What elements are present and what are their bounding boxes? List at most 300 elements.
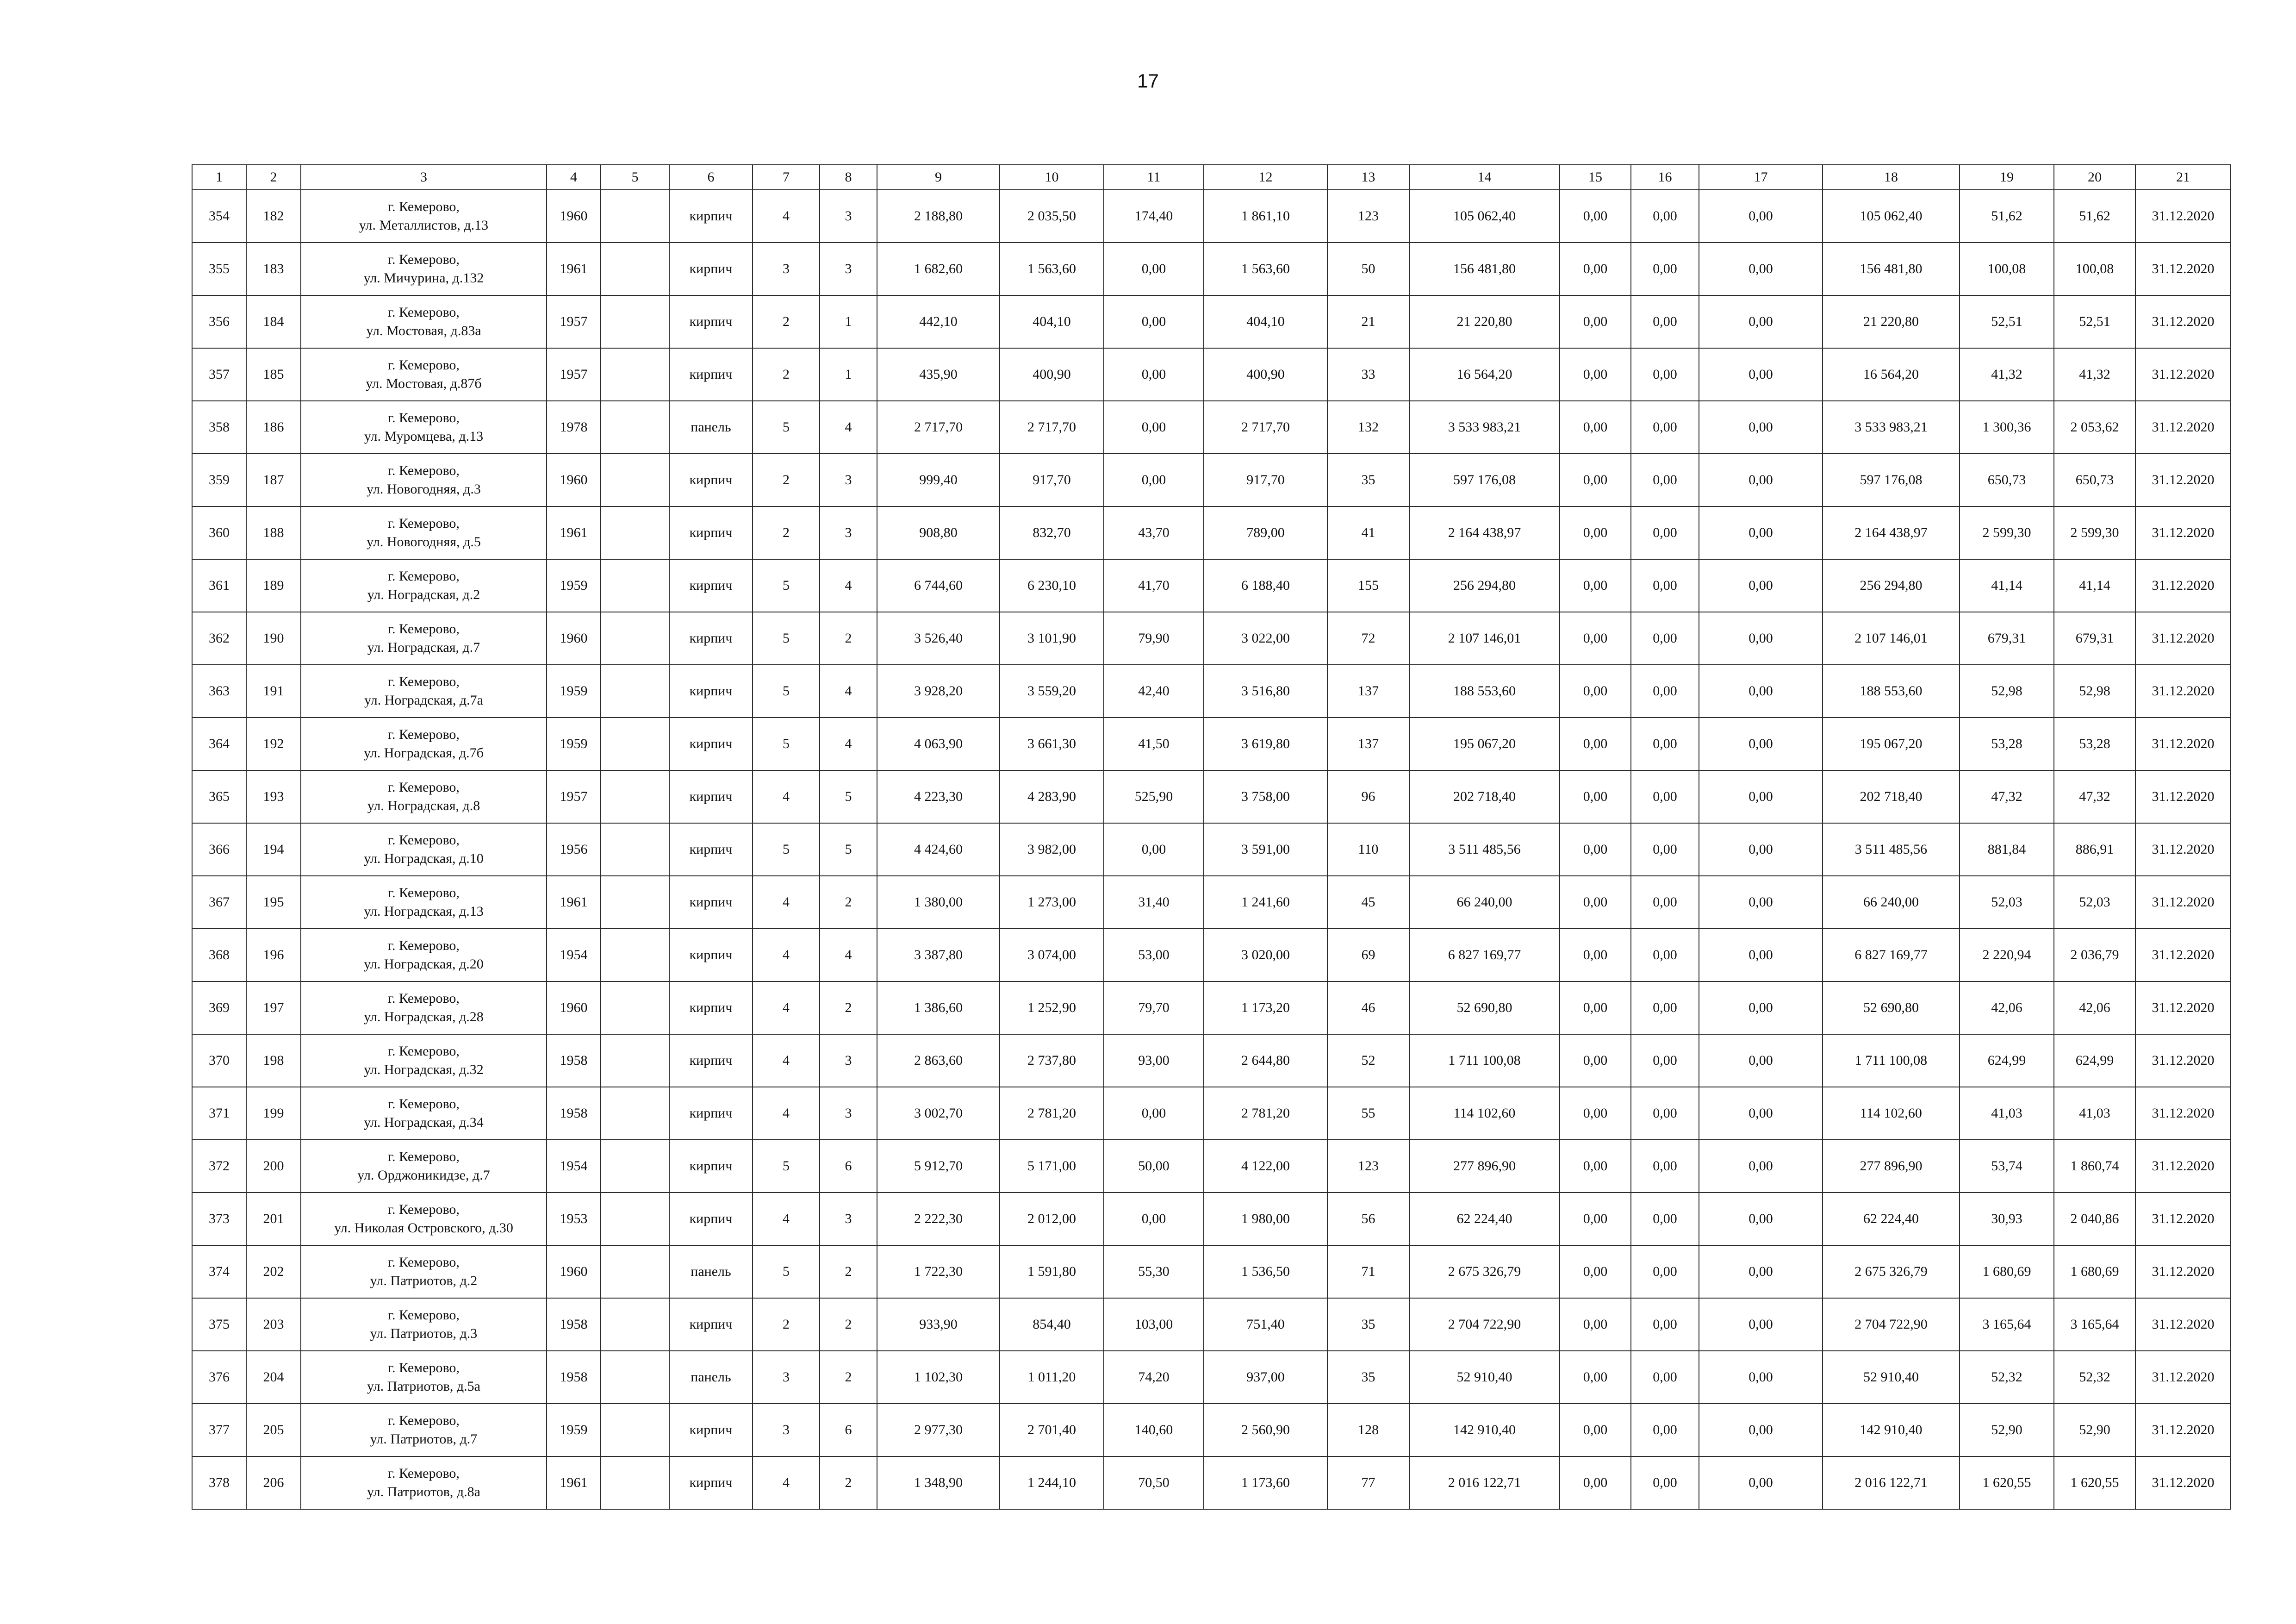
apartment-area-cell: 751,40 <box>1204 1298 1327 1351</box>
year-built-cell: 1958 <box>547 1298 601 1351</box>
column-17-cell: 0,00 <box>1699 454 1823 506</box>
entry-number-cell: 196 <box>246 929 301 981</box>
completion-date-cell: 31.12.2020 <box>2135 295 2231 348</box>
non-living-area-cell: 79,90 <box>1104 612 1204 665</box>
column-16-cell: 0,00 <box>1631 1193 1699 1245</box>
residents-cell: 128 <box>1327 1404 1409 1456</box>
column-5-cell <box>601 506 669 559</box>
cost-sum-cell: 156 481,80 <box>1823 243 1960 295</box>
column-19-cell: 51,62 <box>1960 190 2054 243</box>
cost-total-cell: 597 176,08 <box>1409 454 1560 506</box>
apartment-area-cell: 3 516,80 <box>1204 665 1327 718</box>
column-5-cell <box>601 612 669 665</box>
apartment-area-cell: 2 781,20 <box>1204 1087 1327 1140</box>
address-city: г. Кемерово, <box>388 1307 460 1323</box>
floors-cell: 5 <box>753 559 820 612</box>
wall-material-cell: кирпич <box>669 1087 753 1140</box>
row-number-cell: 356 <box>192 295 246 348</box>
column-15-cell: 0,00 <box>1560 1298 1631 1351</box>
address-city: г. Кемерово, <box>388 727 460 742</box>
row-number-cell: 378 <box>192 1456 246 1509</box>
address-street: ул. Патриотов, д.2 <box>370 1273 478 1288</box>
address-cell <box>301 612 547 665</box>
address-cell <box>301 1351 547 1404</box>
entrances-cell: 6 <box>820 1404 877 1456</box>
total-area-cell: 1 386,60 <box>877 981 1000 1034</box>
column-19-cell: 52,51 <box>1960 295 2054 348</box>
year-built-cell: 1959 <box>547 1404 601 1456</box>
living-area-cell: 404,10 <box>1000 295 1104 348</box>
column-5-cell <box>601 401 669 454</box>
column-15-cell: 0,00 <box>1560 401 1631 454</box>
residents-cell: 137 <box>1327 718 1409 770</box>
living-area-cell: 2 717,70 <box>1000 401 1104 454</box>
column-number-8: 8 <box>820 165 877 190</box>
column-17-cell: 0,00 <box>1699 1351 1823 1404</box>
cost-total-cell: 2 675 326,79 <box>1409 1245 1560 1298</box>
non-living-area-cell: 0,00 <box>1104 243 1204 295</box>
wall-material-cell: кирпич <box>669 1456 753 1509</box>
apartment-area-cell: 1 861,10 <box>1204 190 1327 243</box>
cost-sum-cell: 2 016 122,71 <box>1823 1456 1960 1509</box>
cost-total-cell: 114 102,60 <box>1409 1087 1560 1140</box>
residents-cell: 71 <box>1327 1245 1409 1298</box>
wall-material-cell: кирпич <box>669 823 753 876</box>
column-17-cell: 0,00 <box>1699 190 1823 243</box>
cost-total-cell: 2 016 122,71 <box>1409 1456 1560 1509</box>
column-20-cell: 679,31 <box>2054 612 2135 665</box>
cost-sum-cell: 2 107 146,01 <box>1823 612 1960 665</box>
address-cell <box>301 1087 547 1140</box>
wall-material-cell: кирпич <box>669 929 753 981</box>
cost-sum-cell: 277 896,90 <box>1823 1140 1960 1193</box>
address-street: ул. Новогодняя, д.3 <box>367 481 481 497</box>
column-15-cell: 0,00 <box>1560 1404 1631 1456</box>
floors-cell: 4 <box>753 981 820 1034</box>
cost-sum-cell: 3 533 983,21 <box>1823 401 1960 454</box>
apartment-area-cell: 4 122,00 <box>1204 1140 1327 1193</box>
column-15-cell: 0,00 <box>1560 506 1631 559</box>
completion-date-cell: 31.12.2020 <box>2135 612 2231 665</box>
column-20-cell: 650,73 <box>2054 454 2135 506</box>
column-16-cell: 0,00 <box>1631 454 1699 506</box>
total-area-cell: 1 380,00 <box>877 876 1000 929</box>
non-living-area-cell: 55,30 <box>1104 1245 1204 1298</box>
row-number-cell: 375 <box>192 1298 246 1351</box>
column-17-cell: 0,00 <box>1699 1404 1823 1456</box>
column-20-cell: 47,32 <box>2054 770 2135 823</box>
column-20-cell: 1 620,55 <box>2054 1456 2135 1509</box>
wall-material-cell: панель <box>669 1245 753 1298</box>
residents-cell: 96 <box>1327 770 1409 823</box>
residents-cell: 46 <box>1327 981 1409 1034</box>
table-row <box>192 295 2231 348</box>
cost-total-cell: 2 164 438,97 <box>1409 506 1560 559</box>
living-area-cell: 1 011,20 <box>1000 1351 1104 1404</box>
entry-number-cell: 194 <box>246 823 301 876</box>
completion-date-cell: 31.12.2020 <box>2135 981 2231 1034</box>
column-16-cell: 0,00 <box>1631 1140 1699 1193</box>
column-16-cell: 0,00 <box>1631 190 1699 243</box>
completion-date-cell: 31.12.2020 <box>2135 348 2231 401</box>
address-city: г. Кемерово, <box>388 832 460 848</box>
cost-sum-cell: 21 220,80 <box>1823 295 1960 348</box>
entrances-cell: 2 <box>820 1298 877 1351</box>
column-20-cell: 41,32 <box>2054 348 2135 401</box>
entrances-cell: 4 <box>820 559 877 612</box>
column-20-cell: 2 040,86 <box>2054 1193 2135 1245</box>
column-20-cell: 2 053,62 <box>2054 401 2135 454</box>
cost-sum-cell: 52 690,80 <box>1823 981 1960 1034</box>
column-15-cell: 0,00 <box>1560 770 1631 823</box>
address-cell <box>301 295 547 348</box>
address-street: ул. Муромцева, д.13 <box>364 429 484 444</box>
completion-date-cell: 31.12.2020 <box>2135 190 2231 243</box>
floors-cell: 2 <box>753 295 820 348</box>
wall-material-cell: кирпич <box>669 612 753 665</box>
column-number-6: 6 <box>669 165 753 190</box>
address-street: ул. Ноградская, д.34 <box>364 1115 484 1130</box>
total-area-cell: 4 424,60 <box>877 823 1000 876</box>
column-17-cell: 0,00 <box>1699 612 1823 665</box>
total-area-cell: 999,40 <box>877 454 1000 506</box>
wall-material-cell: кирпич <box>669 718 753 770</box>
column-15-cell: 0,00 <box>1560 612 1631 665</box>
floors-cell: 3 <box>753 243 820 295</box>
address-street: ул. Ноградская, д.7б <box>364 745 484 761</box>
year-built-cell: 1958 <box>547 1034 601 1087</box>
table-row <box>192 929 2231 981</box>
wall-material-cell: кирпич <box>669 454 753 506</box>
entrances-cell: 1 <box>820 295 877 348</box>
table-row <box>192 981 2231 1034</box>
column-16-cell: 0,00 <box>1631 1456 1699 1509</box>
column-19-cell: 52,98 <box>1960 665 2054 718</box>
entrances-cell: 2 <box>820 1351 877 1404</box>
address-street: ул. Ноградская, д.13 <box>364 904 484 919</box>
column-17-cell: 0,00 <box>1699 243 1823 295</box>
address-street: ул. Николая Островского, д.30 <box>334 1220 513 1236</box>
address-cell <box>301 401 547 454</box>
address-cell <box>301 1298 547 1351</box>
column-5-cell <box>601 348 669 401</box>
entrances-cell: 2 <box>820 612 877 665</box>
non-living-area-cell: 0,00 <box>1104 1193 1204 1245</box>
address-city: г. Кемерово, <box>388 1413 460 1428</box>
column-5-cell <box>601 559 669 612</box>
table-row <box>192 612 2231 665</box>
year-built-cell: 1960 <box>547 454 601 506</box>
floors-cell: 4 <box>753 1087 820 1140</box>
entrances-cell: 2 <box>820 1456 877 1509</box>
column-number-20: 20 <box>2054 165 2135 190</box>
entry-number-cell: 183 <box>246 243 301 295</box>
non-living-area-cell: 70,50 <box>1104 1456 1204 1509</box>
wall-material-cell: кирпич <box>669 1404 753 1456</box>
column-20-cell: 51,62 <box>2054 190 2135 243</box>
year-built-cell: 1959 <box>547 718 601 770</box>
completion-date-cell: 31.12.2020 <box>2135 559 2231 612</box>
cost-sum-cell: 114 102,60 <box>1823 1087 1960 1140</box>
table-row <box>192 770 2231 823</box>
completion-date-cell: 31.12.2020 <box>2135 929 2231 981</box>
column-16-cell: 0,00 <box>1631 401 1699 454</box>
column-15-cell: 0,00 <box>1560 929 1631 981</box>
wall-material-cell: панель <box>669 401 753 454</box>
column-15-cell: 0,00 <box>1560 718 1631 770</box>
column-5-cell <box>601 1298 669 1351</box>
living-area-cell: 854,40 <box>1000 1298 1104 1351</box>
completion-date-cell: 31.12.2020 <box>2135 770 2231 823</box>
address-city: г. Кемерово, <box>388 991 460 1006</box>
wall-material-cell: кирпич <box>669 876 753 929</box>
wall-material-cell: кирпич <box>669 981 753 1034</box>
floors-cell: 4 <box>753 929 820 981</box>
column-20-cell: 886,91 <box>2054 823 2135 876</box>
address-street: ул. Ноградская, д.7 <box>367 640 480 655</box>
address-city: г. Кемерово, <box>388 516 460 531</box>
column-5-cell <box>601 718 669 770</box>
year-built-cell: 1953 <box>547 1193 601 1245</box>
column-5-cell <box>601 190 669 243</box>
address-cell <box>301 243 547 295</box>
cost-sum-cell: 52 910,40 <box>1823 1351 1960 1404</box>
column-16-cell: 0,00 <box>1631 1404 1699 1456</box>
entry-number-cell: 205 <box>246 1404 301 1456</box>
column-5-cell <box>601 1456 669 1509</box>
column-5-cell <box>601 454 669 506</box>
cost-sum-cell: 142 910,40 <box>1823 1404 1960 1456</box>
column-19-cell: 41,03 <box>1960 1087 2054 1140</box>
column-17-cell: 0,00 <box>1699 770 1823 823</box>
row-number-cell: 355 <box>192 243 246 295</box>
address-street: ул. Патриотов, д.3 <box>370 1326 478 1341</box>
address-street: ул. Ноградская, д.2 <box>367 587 480 602</box>
column-17-cell: 0,00 <box>1699 929 1823 981</box>
column-20-cell: 52,32 <box>2054 1351 2135 1404</box>
page-number: 17 <box>1137 70 1159 92</box>
row-number-cell: 358 <box>192 401 246 454</box>
column-19-cell: 42,06 <box>1960 981 2054 1034</box>
non-living-area-cell: 0,00 <box>1104 295 1204 348</box>
address-city: г. Кемерово, <box>388 410 460 425</box>
non-living-area-cell: 42,40 <box>1104 665 1204 718</box>
entry-number-cell: 184 <box>246 295 301 348</box>
column-20-cell: 52,03 <box>2054 876 2135 929</box>
cost-total-cell: 66 240,00 <box>1409 876 1560 929</box>
table-row <box>192 401 2231 454</box>
row-number-cell: 373 <box>192 1193 246 1245</box>
column-20-cell: 2 036,79 <box>2054 929 2135 981</box>
residents-cell: 35 <box>1327 1351 1409 1404</box>
table-row <box>192 1140 2231 1193</box>
non-living-area-cell: 50,00 <box>1104 1140 1204 1193</box>
address-cell <box>301 929 547 981</box>
address-city: г. Кемерово, <box>388 1360 460 1375</box>
cost-sum-cell: 6 827 169,77 <box>1823 929 1960 981</box>
cost-total-cell: 16 564,20 <box>1409 348 1560 401</box>
year-built-cell: 1959 <box>547 665 601 718</box>
address-cell <box>301 559 547 612</box>
address-street: ул. Ноградская, д.20 <box>364 956 484 972</box>
completion-date-cell: 31.12.2020 <box>2135 454 2231 506</box>
total-area-cell: 3 002,70 <box>877 1087 1000 1140</box>
total-area-cell: 908,80 <box>877 506 1000 559</box>
column-20-cell: 52,90 <box>2054 1404 2135 1456</box>
column-15-cell: 0,00 <box>1560 1456 1631 1509</box>
floors-cell: 2 <box>753 454 820 506</box>
entry-number-cell: 182 <box>246 190 301 243</box>
residents-cell: 35 <box>1327 1298 1409 1351</box>
wall-material-cell: кирпич <box>669 770 753 823</box>
column-17-cell: 0,00 <box>1699 1456 1823 1509</box>
row-number-cell: 354 <box>192 190 246 243</box>
non-living-area-cell: 74,20 <box>1104 1351 1204 1404</box>
completion-date-cell: 31.12.2020 <box>2135 401 2231 454</box>
non-living-area-cell: 93,00 <box>1104 1034 1204 1087</box>
column-16-cell: 0,00 <box>1631 1087 1699 1140</box>
column-17-cell: 0,00 <box>1699 348 1823 401</box>
table-row <box>192 823 2231 876</box>
year-built-cell: 1961 <box>547 1456 601 1509</box>
year-built-cell: 1954 <box>547 1140 601 1193</box>
floors-cell: 4 <box>753 1193 820 1245</box>
column-20-cell: 1 860,74 <box>2054 1140 2135 1193</box>
living-area-cell: 1 591,80 <box>1000 1245 1104 1298</box>
row-number-cell: 374 <box>192 1245 246 1298</box>
address-street: ул. Мичурина, д.132 <box>363 270 484 286</box>
apartment-area-cell: 1 563,60 <box>1204 243 1327 295</box>
row-number-cell: 363 <box>192 665 246 718</box>
apartment-area-cell: 3 022,00 <box>1204 612 1327 665</box>
completion-date-cell: 31.12.2020 <box>2135 823 2231 876</box>
apartment-area-cell: 404,10 <box>1204 295 1327 348</box>
residents-cell: 33 <box>1327 348 1409 401</box>
residents-cell: 56 <box>1327 1193 1409 1245</box>
address-street: ул. Патриотов, д.8а <box>367 1484 480 1499</box>
non-living-area-cell: 0,00 <box>1104 454 1204 506</box>
year-built-cell: 1960 <box>547 1245 601 1298</box>
cost-total-cell: 6 827 169,77 <box>1409 929 1560 981</box>
column-20-cell: 42,06 <box>2054 981 2135 1034</box>
column-20-cell: 41,14 <box>2054 559 2135 612</box>
living-area-cell: 6 230,10 <box>1000 559 1104 612</box>
living-area-cell: 3 559,20 <box>1000 665 1104 718</box>
total-area-cell: 6 744,60 <box>877 559 1000 612</box>
living-area-cell: 1 252,90 <box>1000 981 1104 1034</box>
non-living-area-cell: 0,00 <box>1104 1087 1204 1140</box>
non-living-area-cell: 0,00 <box>1104 348 1204 401</box>
column-17-cell: 0,00 <box>1699 401 1823 454</box>
entry-number-cell: 202 <box>246 1245 301 1298</box>
total-area-cell: 1 102,30 <box>877 1351 1000 1404</box>
entrances-cell: 5 <box>820 823 877 876</box>
year-built-cell: 1960 <box>547 981 601 1034</box>
apartment-area-cell: 2 717,70 <box>1204 401 1327 454</box>
year-built-cell: 1954 <box>547 929 601 981</box>
living-area-cell: 5 171,00 <box>1000 1140 1104 1193</box>
non-living-area-cell: 525,90 <box>1104 770 1204 823</box>
cost-total-cell: 188 553,60 <box>1409 665 1560 718</box>
entrances-cell: 3 <box>820 1193 877 1245</box>
completion-date-cell: 31.12.2020 <box>2135 1245 2231 1298</box>
entrances-cell: 4 <box>820 929 877 981</box>
column-16-cell: 0,00 <box>1631 1034 1699 1087</box>
column-19-cell: 52,03 <box>1960 876 2054 929</box>
address-cell <box>301 454 547 506</box>
total-area-cell: 5 912,70 <box>877 1140 1000 1193</box>
living-area-cell: 3 101,90 <box>1000 612 1104 665</box>
cost-sum-cell: 2 704 722,90 <box>1823 1298 1960 1351</box>
non-living-area-cell: 174,40 <box>1104 190 1204 243</box>
non-living-area-cell: 53,00 <box>1104 929 1204 981</box>
floors-cell: 4 <box>753 770 820 823</box>
row-number-cell: 377 <box>192 1404 246 1456</box>
entrances-cell: 3 <box>820 454 877 506</box>
floors-cell: 5 <box>753 1245 820 1298</box>
column-number-9: 9 <box>877 165 1000 190</box>
apartment-area-cell: 917,70 <box>1204 454 1327 506</box>
wall-material-cell: кирпич <box>669 559 753 612</box>
column-15-cell: 0,00 <box>1560 823 1631 876</box>
column-15-cell: 0,00 <box>1560 1087 1631 1140</box>
address-cell <box>301 876 547 929</box>
floors-cell: 5 <box>753 718 820 770</box>
column-16-cell: 0,00 <box>1631 718 1699 770</box>
cost-sum-cell: 1 711 100,08 <box>1823 1034 1960 1087</box>
table-row <box>192 1034 2231 1087</box>
column-17-cell: 0,00 <box>1699 1087 1823 1140</box>
column-19-cell: 1 620,55 <box>1960 1456 2054 1509</box>
floors-cell: 4 <box>753 876 820 929</box>
column-5-cell <box>601 770 669 823</box>
column-number-13: 13 <box>1327 165 1409 190</box>
row-number-cell: 370 <box>192 1034 246 1087</box>
column-19-cell: 679,31 <box>1960 612 2054 665</box>
completion-date-cell: 31.12.2020 <box>2135 243 2231 295</box>
table-row <box>192 1087 2231 1140</box>
wall-material-cell: кирпич <box>669 1140 753 1193</box>
entry-number-cell: 198 <box>246 1034 301 1087</box>
cost-total-cell: 3 533 983,21 <box>1409 401 1560 454</box>
column-16-cell: 0,00 <box>1631 1351 1699 1404</box>
entrances-cell: 3 <box>820 243 877 295</box>
row-number-cell: 366 <box>192 823 246 876</box>
living-area-cell: 1 563,60 <box>1000 243 1104 295</box>
non-living-area-cell: 0,00 <box>1104 401 1204 454</box>
column-20-cell: 3 165,64 <box>2054 1298 2135 1351</box>
cost-total-cell: 52 910,40 <box>1409 1351 1560 1404</box>
column-16-cell: 0,00 <box>1631 612 1699 665</box>
address-street: ул. Орджоникидзе, д.7 <box>357 1168 490 1183</box>
row-number-cell: 357 <box>192 348 246 401</box>
cost-sum-cell: 2 164 438,97 <box>1823 506 1960 559</box>
column-number-7: 7 <box>753 165 820 190</box>
entry-number-cell: 190 <box>246 612 301 665</box>
entrances-cell: 5 <box>820 770 877 823</box>
column-19-cell: 41,32 <box>1960 348 2054 401</box>
column-15-cell: 0,00 <box>1560 1193 1631 1245</box>
table-row <box>192 348 2231 401</box>
address-cell <box>301 1140 547 1193</box>
column-19-cell: 30,93 <box>1960 1193 2054 1245</box>
address-city: г. Кемерово, <box>388 885 460 900</box>
apartment-area-cell: 937,00 <box>1204 1351 1327 1404</box>
cost-total-cell: 256 294,80 <box>1409 559 1560 612</box>
row-number-cell: 371 <box>192 1087 246 1140</box>
address-city: г. Кемерово, <box>388 305 460 320</box>
address-city: г. Кемерово, <box>388 1202 460 1217</box>
